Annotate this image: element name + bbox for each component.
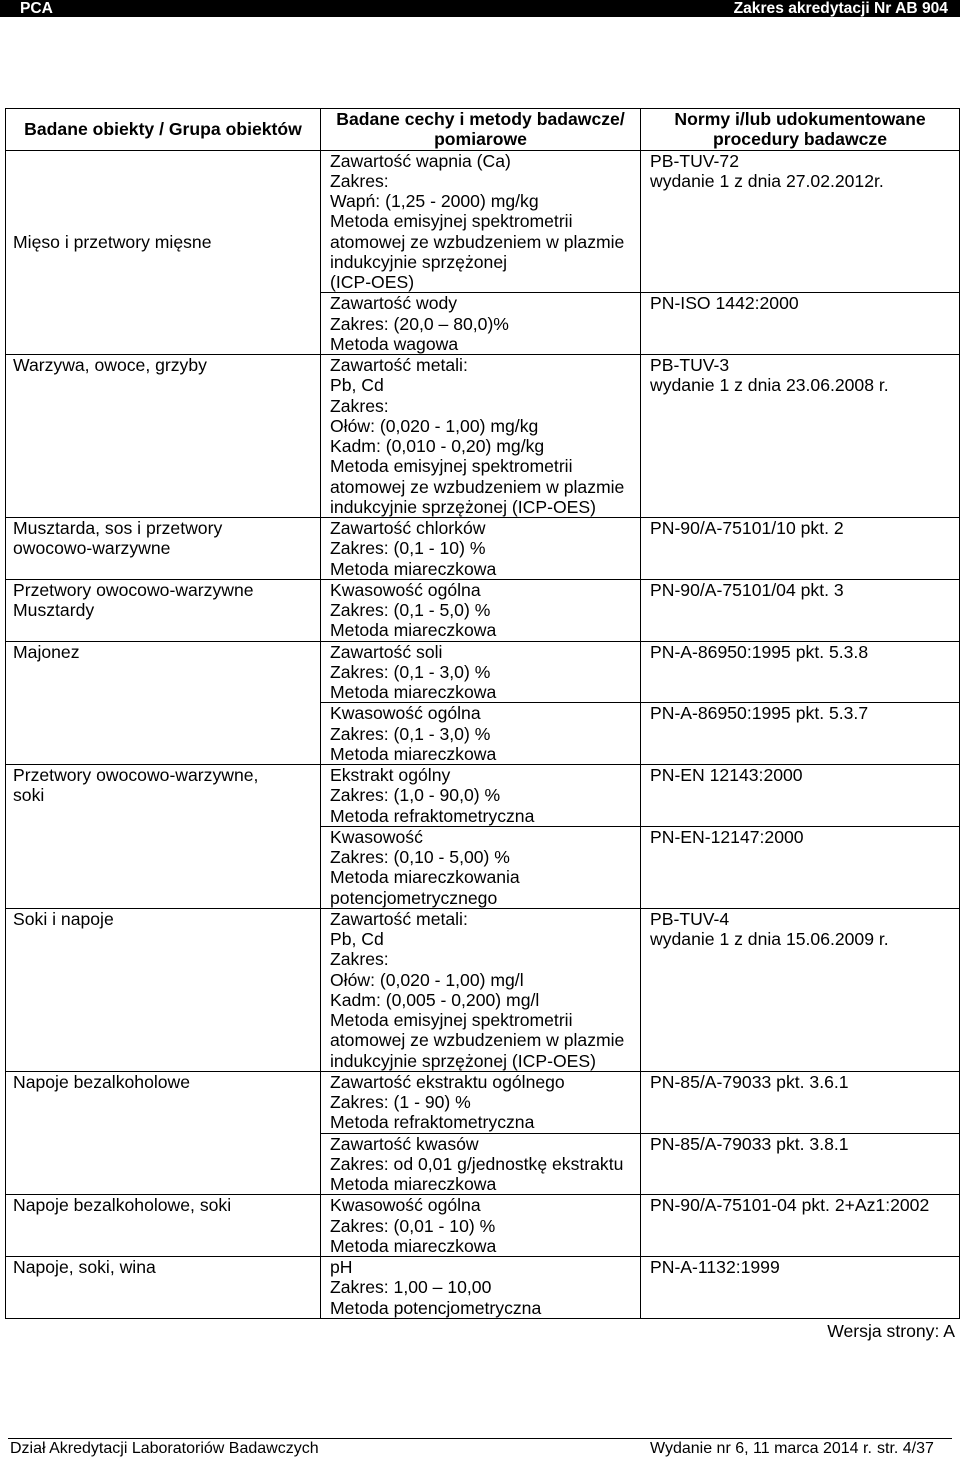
object-line: Napoje bezalkoholowe, soki (13, 1195, 232, 1216)
norm-cell (641, 1195, 960, 1257)
norm-line: PB-TUV-3 (650, 355, 730, 375)
method-line: Pb, Cd (330, 375, 384, 396)
object-line: soki (13, 785, 45, 806)
method-cell (321, 150, 641, 293)
method-line: Metoda miareczkowa (330, 682, 497, 702)
object-cell (6, 908, 321, 1071)
method-line: Pb, Cd (330, 929, 384, 949)
norm-cell (641, 579, 960, 641)
object-cell (6, 579, 321, 641)
norm-cell (641, 703, 960, 765)
header-norms-line: procedury badawcze (712, 129, 888, 150)
norm-cell (641, 1133, 960, 1195)
header-row (6, 109, 960, 151)
method-line: Zawartość metali: (330, 908, 468, 929)
method-line: Metoda miareczkowania (330, 867, 520, 888)
norm-cell (641, 1257, 960, 1319)
method-line: Zawartość soli (330, 641, 443, 662)
method-line: Zakres: 1,00 – 10,00 (330, 1277, 492, 1298)
object-cell (6, 518, 321, 580)
method-line: Ołów: (0,020 - 1,00) mg/l (330, 969, 524, 990)
scope-row (6, 908, 960, 1071)
method-cell (321, 579, 641, 641)
norm-line: PN-A-86950:1995 pkt. 5.3.7 (650, 703, 869, 724)
method-line: Kadm: (0,005 - 0,200) mg/l (330, 989, 540, 1010)
method-line: (ICP-OES) (330, 272, 415, 292)
method-line: potencjometrycznego (330, 887, 498, 908)
object-line: Musztardy (13, 600, 95, 620)
method-line: Zakres: (330, 949, 389, 970)
norm-line: PB-TUV-72 (650, 150, 739, 171)
method-line: Zakres: (1,0 - 90,0) % (330, 785, 501, 806)
object-cell (6, 150, 321, 355)
method-line: Metoda refraktometryczna (330, 805, 535, 826)
scope-row (6, 641, 960, 703)
scope-row (6, 579, 960, 641)
method-line: Zakres: (330, 170, 389, 191)
norm-line: PN-ISO 1442:2000 (650, 293, 799, 314)
method-line: Kadm: (0,010 - 0,20) mg/kg (330, 436, 545, 456)
scope-row (6, 765, 960, 827)
scope-row (6, 1071, 960, 1133)
scope-table-head (6, 109, 960, 151)
method-line: Zawartość metali: (330, 355, 468, 375)
page-version: Wersja strony: A (827, 1321, 955, 1341)
method-line: Ekstrakt ogólny (330, 765, 451, 785)
method-cell (321, 908, 641, 1071)
scope-row (6, 518, 960, 580)
method-line: Metoda emisyjnej spektrometrii (330, 211, 573, 232)
norm-cell (641, 518, 960, 580)
norm-cell (641, 765, 960, 827)
method-cell (321, 765, 641, 827)
method-line: Zawartość kwasów (330, 1133, 479, 1154)
header-norms (641, 109, 960, 151)
method-line: Zawartość wapnia (Ca) (330, 150, 511, 171)
method-line: Metoda miareczkowa (330, 620, 497, 641)
object-line: Przetwory owocowo-warzywne (13, 579, 254, 600)
header-objects (6, 109, 321, 151)
norm-line: PN-85/A-79033 pkt. 3.8.1 (650, 1133, 849, 1154)
method-line: Metoda emisyjnej spektrometrii (330, 1010, 573, 1030)
norm-cell (641, 150, 960, 293)
norm-line: wydanie 1 z dnia 27.02.2012r. (650, 170, 884, 191)
norm-cell (641, 826, 960, 908)
norm-line: PN-90/A-75101/04 pkt. 3 (650, 579, 844, 600)
method-cell (321, 518, 641, 580)
method-cell (321, 1133, 641, 1195)
object-line: Warzywa, owoce, grzyby (13, 355, 207, 375)
method-line: Zakres: (0,01 - 10) % (330, 1215, 496, 1236)
norm-line: wydanie 1 z dnia 23.06.2008 r. (650, 375, 889, 396)
method-line: Zakres: od 0,01 g/jednostkę ekstraktu (330, 1153, 624, 1174)
scope-row (6, 1195, 960, 1257)
norm-line: PN-EN-12147:2000 (650, 826, 804, 847)
footer-edition: Wydanie nr 6, 11 marca 2014 r. (650, 1440, 872, 1457)
object-cell (6, 641, 321, 765)
method-line: Zakres: (0,10 - 5,00) % (330, 847, 510, 867)
norm-line: PN-EN 12143:2000 (650, 765, 803, 785)
header-org: PCA (20, 0, 53, 17)
scope-row (6, 1257, 960, 1319)
method-line: Metoda potencjometryczna (330, 1297, 542, 1318)
method-line: Zawartość chlorków (330, 518, 486, 538)
norm-cell (641, 1071, 960, 1133)
method-line: Metoda emisyjnej spektrometrii (330, 456, 573, 477)
object-line: Musztarda, sos i przetwory (13, 518, 223, 538)
object-line: Mięso i przetwory mięsne (13, 231, 212, 252)
scope-table (5, 108, 960, 1319)
header-methods-line: pomiarowe (434, 129, 527, 150)
method-line: Zakres: (0,1 - 5,0) % (330, 600, 491, 620)
header-methods (321, 109, 641, 151)
method-line: Zakres: (20,0 – 80,0)% (330, 313, 509, 334)
method-line: Zakres: (330, 395, 389, 416)
method-cell (321, 703, 641, 765)
object-cell (6, 1071, 321, 1195)
method-line: Metoda miareczkowa (330, 1235, 497, 1256)
method-line: Kwasowość (330, 826, 423, 847)
object-line: Przetwory owocowo-warzywne, (13, 765, 259, 785)
method-line: Metoda wagowa (330, 333, 459, 354)
norm-cell (641, 908, 960, 1071)
header-bar (0, 0, 960, 17)
method-line: Ołów: (0,020 - 1,00) mg/kg (330, 415, 539, 436)
norm-cell (641, 293, 960, 355)
norm-cell (641, 641, 960, 703)
object-line: owocowo-warzywne (13, 538, 171, 559)
method-cell (321, 293, 641, 355)
scope-row (6, 150, 960, 293)
method-line: pH (330, 1257, 353, 1277)
norm-line: PN-85/A-79033 pkt. 3.6.1 (650, 1071, 849, 1092)
scope-row (6, 355, 960, 518)
header-title: Zakres akredytacji Nr AB 904 (733, 0, 948, 17)
object-line: Napoje bezalkoholowe (13, 1071, 191, 1092)
method-line: Zakres: (0,1 - 3,0) % (330, 723, 491, 744)
method-line: Wapń: (1,25 - 2000) mg/kg (330, 191, 539, 211)
method-line: Zakres: (1 - 90) % (330, 1092, 471, 1112)
object-line: Soki i napoje (13, 908, 114, 929)
method-line: Kwasowość ogólna (330, 703, 481, 724)
method-line: atomowej ze wzbudzeniem w plazmie (330, 231, 625, 252)
scope-table-body (6, 150, 960, 1318)
norm-line: PN-90/A-75101/10 pkt. 2 (650, 518, 844, 538)
method-line: atomowej ze wzbudzeniem w plazmie (330, 1030, 625, 1051)
object-line: Majonez (13, 641, 80, 662)
method-line: Kwasowość ogólna (330, 579, 481, 600)
method-line: Metoda miareczkowa (330, 558, 497, 579)
norm-line: PN-A-1132:1999 (650, 1257, 780, 1277)
method-cell (321, 1257, 641, 1319)
method-line: indukcyjnie sprzężonej (ICP-OES) (330, 1050, 596, 1071)
norm-line: PN-A-86950:1995 pkt. 5.3.8 (650, 641, 869, 662)
footer-department: Dział Akredytacji Laboratoriów Badawczych (10, 1440, 319, 1457)
method-line: Zakres: (0,1 - 10) % (330, 538, 486, 559)
method-cell (321, 641, 641, 703)
method-line: Metoda miareczkowa (330, 743, 497, 764)
method-line: Zakres: (0,1 - 3,0) % (330, 661, 491, 682)
method-cell (321, 826, 641, 908)
norm-cell (641, 355, 960, 518)
norm-line: wydanie 1 z dnia 15.06.2009 r. (650, 929, 889, 949)
method-line: indukcyjnie sprzężonej (ICP-OES) (330, 496, 596, 517)
method-line: Metoda refraktometryczna (330, 1112, 535, 1133)
norm-line: PB-TUV-4 (650, 908, 730, 929)
header-norms-line: Normy i/lub udokumentowane (674, 109, 926, 129)
method-line: atomowej ze wzbudzeniem w plazmie (330, 476, 625, 497)
method-cell (321, 1071, 641, 1133)
method-line: indukcyjnie sprzężonej (330, 251, 508, 272)
object-cell (6, 765, 321, 909)
method-line: Zawartość wody (330, 293, 458, 314)
footer-page-number: str. 4/37 (877, 1440, 934, 1457)
method-cell (321, 1195, 641, 1257)
object-line: Napoje, soki, wina (13, 1257, 156, 1277)
header-objects-line: Badane obiekty / Grupa obiektów (24, 119, 302, 140)
norm-line: PN-90/A-75101-04 pkt. 2+Az1:2002 (650, 1195, 930, 1216)
method-line: Zawartość ekstraktu ogólnego (330, 1071, 565, 1092)
object-cell (6, 355, 321, 518)
header-methods-line: Badane cechy i metody badawcze/ (336, 109, 625, 129)
object-cell (6, 1195, 321, 1257)
method-line: Metoda miareczkowa (330, 1174, 497, 1194)
method-cell (321, 355, 641, 518)
object-cell (6, 1257, 321, 1319)
footer-rule (8, 1438, 952, 1439)
method-line: Kwasowość ogólna (330, 1195, 481, 1216)
